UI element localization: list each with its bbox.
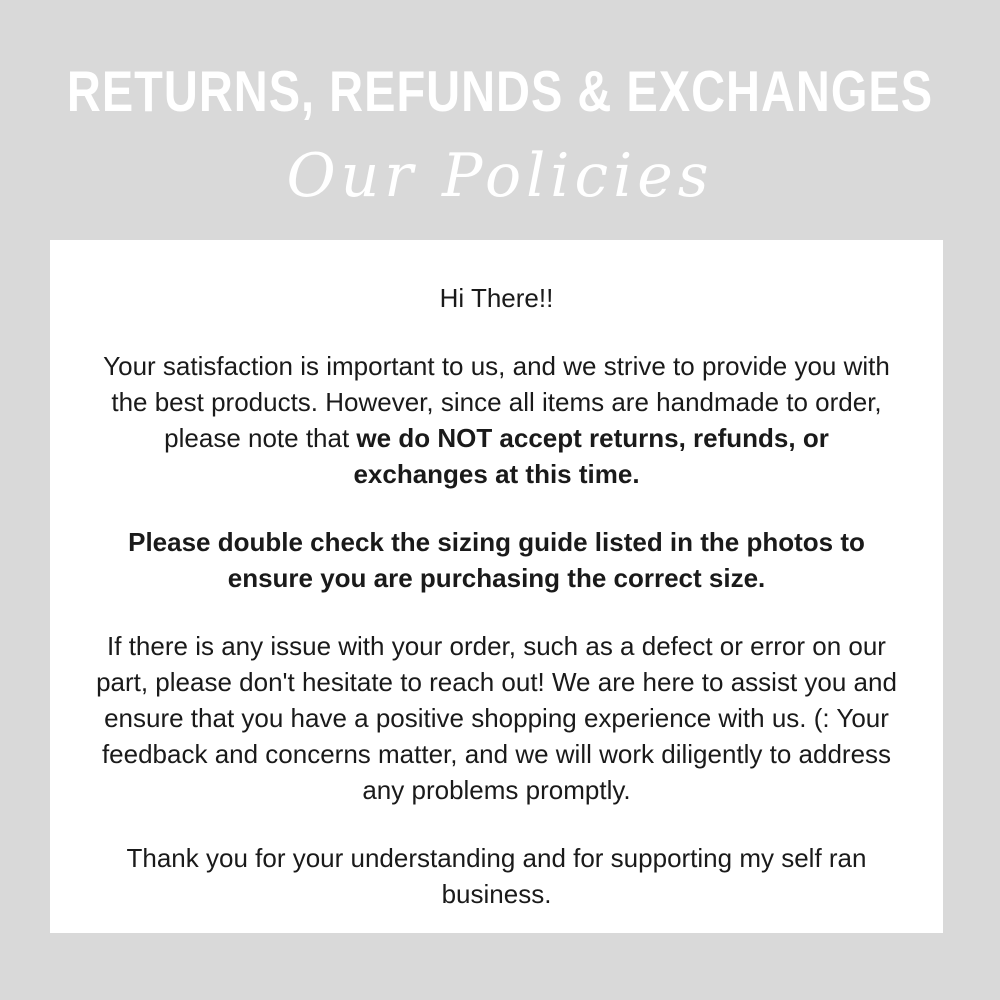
policy-text: Thank you for your understanding and for supporting my self ran business. — [126, 843, 867, 909]
policy-text: If there is any issue with your order, such as a defect or error on our part, please don't hesitate to reach out! We are here to assist you and ensure that you have a positive shopping experience with us. (: Your feedback and concerns matter, and we will work diligently to address any problems promptly. — [96, 631, 897, 805]
policy-text-bold: we do NOT accept returns, refunds, or exchanges at this time. — [353, 423, 829, 489]
policy-paragraph — [94, 348, 899, 492]
page-subtitle: Our Policies — [286, 140, 714, 211]
greeting-text: Hi There!! — [439, 283, 554, 313]
policy-paragraph — [94, 840, 899, 912]
policy-paragraphs — [94, 348, 899, 912]
policy-text: Your satisfaction is important to us, and we strive to provide you with the best products. However, since all items are handmade to order, please note that — [103, 351, 890, 453]
policy-text-bold: Please double check the sizing guide listed in the photos to ensure you are purchasing the correct size. — [128, 527, 865, 593]
page-title: RETURNS, REFUNDS & EXCHANGES — [66, 58, 934, 124]
policy-paragraph — [94, 628, 899, 808]
policy-card — [50, 240, 943, 933]
policy-paragraph — [94, 524, 899, 596]
header — [0, 0, 1000, 211]
